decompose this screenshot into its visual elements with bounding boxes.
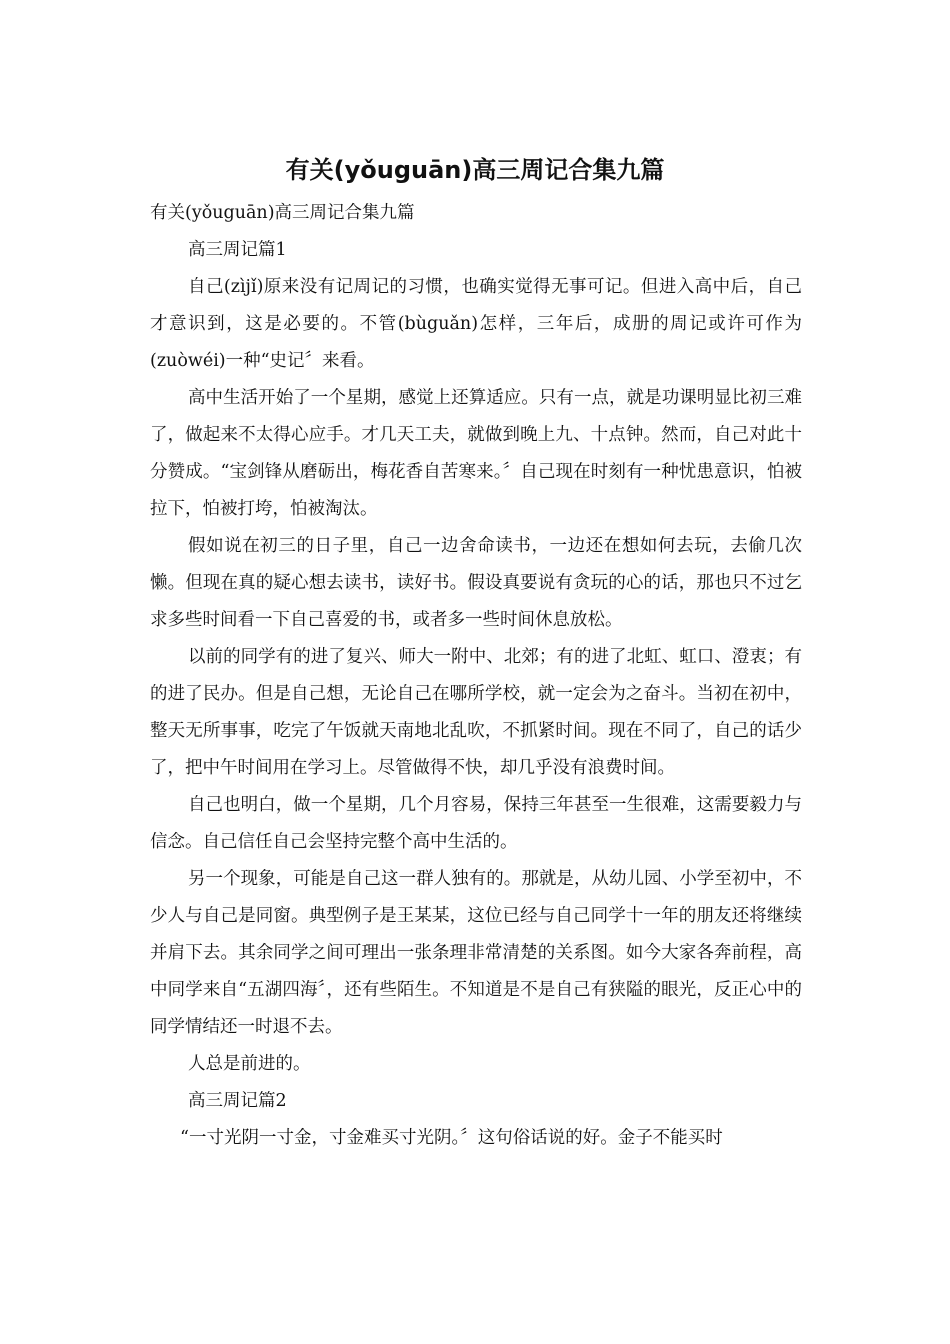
body-paragraph: “一寸光阴一寸金，寸金难买寸光阴。〞这句俗话说的好。金子不能买时 <box>180 1128 723 1148</box>
body-paragraph: 假如说在初三的日子里，自己一边舍命读书，一边还在想如何去玩，去偷几次懒。但现在真的疑心想去读书，读好书。假设真要说有贪玩的心的话，那也只不过乞求多些时间看一下自己喜爱的书，或者多一些时间休息放松。 <box>150 536 802 630</box>
body-paragraph: 自己(zìjǐ)原来没有记周记的习惯，也确实觉得无事可记。但进入高中后，自己才意识到，这是必要的。不管(bùguǎn)怎样，三年后，成册的周记或许可作为(zuòwéi)一种“史记〞来看。 <box>150 277 802 371</box>
body-paragraph: 以前的同学有的进了复兴、师大一附中、北郊；有的进了北虹、虹口、澄衷；有的进了民办。但是自己想，无论自己在哪所学校，就一定会为之奋斗。当初在初中，整天无所事事，吃完了午饭就天南地北乱吹，不抓紧时间。现在不同了，自己的话少了，把中午时间用在学习上。尽管做得不快，却几乎没有浪费时间。 <box>150 647 802 778</box>
section-heading-1: 高三周记篇1 <box>188 240 287 260</box>
document-body <box>150 195 802 1157</box>
document-title: 有关(yǒuguān)高三周记合集九篇 <box>285 156 665 184</box>
subtitle-paragraph: 有关(yǒuguān)高三周记合集九篇 <box>150 203 415 223</box>
body-paragraph: 自己也明白，做一个星期，几个月容易，保持三年甚至一生很难，这需要毅力与信念。自己信任自己会坚持完整个高中生活的。 <box>150 795 802 852</box>
body-paragraph: 高中生活开始了一个星期，感觉上还算适应。只有一点，就是功课明显比初三难了，做起来不太得心应手。才几天工夫，就做到晚上九、十点钟。然而，自己对此十分赞成。“宝剑锋从磨砺出，梅花香自苦寒来。〞自己现在时刻有一种忧患意识，怕被拉下，怕被打垮，怕被淘汰。 <box>150 388 802 519</box>
body-paragraph: 另一个现象，可能是自己这一群人独有的。那就是，从幼儿园、小学至初中，不少人与自己是同窗。典型例子是王某某，这位已经与自己同学十一年的朋友还将继续并肩下去。其余同学之间可理出一张条理非常清楚的关系图。如今大家各奔前程，高中同学来自“五湖四海〞，还有些陌生。不知道是不是自己有狭隘的眼光，反正心中的同学情结还一时退不去。 <box>150 869 802 1037</box>
body-paragraph: 人总是前进的。 <box>188 1054 311 1074</box>
section-heading-2: 高三周记篇2 <box>188 1091 287 1111</box>
